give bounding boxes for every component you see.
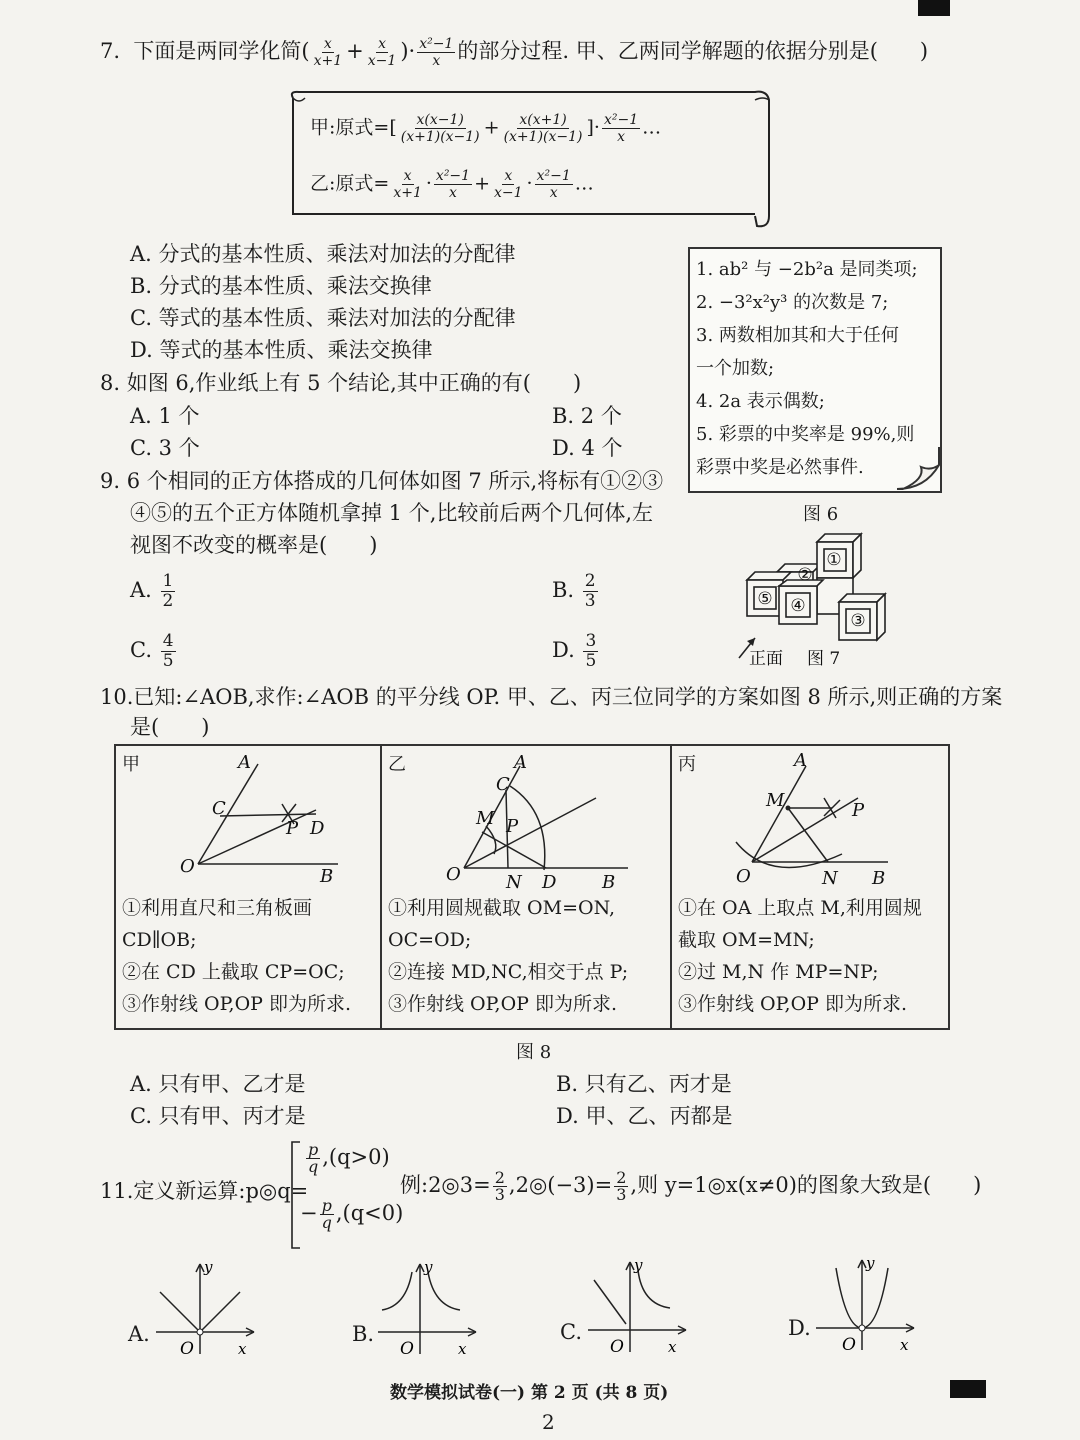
svg-text:M: M	[476, 808, 495, 829]
q11-option-b-letter[interactable]: B.	[352, 1322, 375, 1346]
svg-text:A: A	[514, 752, 527, 773]
svg-text:y: y	[424, 1258, 433, 1276]
fig6-line-4: 一个加数;	[696, 358, 775, 379]
svg-text:P: P	[852, 800, 865, 821]
svg-text:y: y	[866, 1254, 875, 1272]
q8-option-b[interactable]: B. 2 个	[552, 404, 622, 428]
panel-bing-step-2: ②过 M,N 作 MP=NP;	[678, 961, 879, 983]
panel-bing-step-3: ③作射线 OP,OP 即为所求.	[678, 993, 908, 1015]
svg-text:D: D	[542, 872, 557, 893]
solution-yi: 乙:原式= $\frac{x}{x+1}$ · $\frac{\text{x²−1}}{x}$ + $\frac{x}{x-1}$ · $\frac{\text{x²−1}}{x}$ …	[310, 168, 594, 201]
q7-option-c[interactable]: C. 等式的基本性质、乘法对加法的分配律	[130, 306, 516, 330]
svg-text:N: N	[506, 872, 522, 893]
panel-jia-step-3: ③作射线 OP,OP 即为所求.	[122, 993, 352, 1015]
panel-yi-step-3: ③作射线 OP,OP 即为所求.	[388, 993, 618, 1015]
figure-8	[114, 744, 950, 1030]
cube-label-3: ③	[850, 611, 866, 631]
panel-bing-title: 丙	[678, 754, 696, 775]
cube-label-2: ②	[797, 565, 813, 585]
fig8-panel-bing	[672, 746, 948, 1028]
panel-yi-step-1: ①利用圆规截取 OM=ON,	[388, 897, 616, 919]
svg-text:O: O	[842, 1335, 856, 1354]
svg-text:B: B	[320, 866, 334, 887]
q11-option-d-letter[interactable]: D.	[788, 1316, 811, 1340]
q11-brace	[288, 1140, 302, 1250]
panel-yi-step-1b: OC=OD;	[388, 929, 472, 951]
q9-option-c[interactable]: C. $\frac{4}{5}$	[130, 631, 174, 671]
cube-label-5: ⑤	[757, 589, 773, 609]
fig6-line-3: 3. 两数相加其和大于任何	[696, 325, 899, 346]
fig8-panel-yi	[382, 746, 672, 1028]
fig6-line-1: 1. ab² 与 −2b²a 是同类项;	[696, 259, 918, 280]
q9-option-b[interactable]: B. $\frac{2}{3}$	[552, 571, 596, 611]
question-8-stem: 8. 如图 6,作业纸上有 5 个结论,其中正确的有( )	[100, 371, 582, 395]
q11-option-c-letter[interactable]: C.	[560, 1320, 582, 1344]
q9-option-a[interactable]: A. $\frac{1}{2}$	[130, 571, 174, 611]
q7-option-a[interactable]: A. 分式的基本性质、乘法对加法的分配律	[130, 242, 516, 266]
panel-yi-diagram	[382, 746, 670, 896]
panel-bing-step-1b: 截取 OM=MN;	[678, 929, 815, 951]
svg-text:y: y	[204, 1258, 213, 1276]
q11-example: 例:2◎3= $\frac{2}{3}$ ,2◎(−3)= $\frac{2}{3}$ ,则 y=1◎x(x≠0)的图象大致是( )	[400, 1168, 982, 1204]
page-footer: 数学模拟试卷(一) 第 2 页 (共 8 页)	[390, 1383, 669, 1403]
q8-option-a[interactable]: A. 1 个	[130, 404, 200, 428]
q10-option-c[interactable]: C. 只有甲、丙才是	[130, 1104, 306, 1128]
svg-text:O: O	[446, 864, 461, 885]
panel-bing-diagram	[672, 746, 948, 896]
svg-text:M: M	[766, 790, 785, 811]
svg-text:O: O	[610, 1337, 624, 1356]
q8-option-c[interactable]: C. 3 个	[130, 436, 200, 460]
svg-text:O: O	[180, 1339, 194, 1358]
page-number: 2	[542, 1410, 555, 1434]
svg-text:B: B	[872, 868, 886, 889]
svg-text:x: x	[238, 1340, 247, 1358]
q11-case-negative: − $\frac{p}{q}$ ,(q<0)	[300, 1196, 404, 1232]
q9-option-d[interactable]: D. $\frac{3}{5}$	[552, 631, 597, 671]
fig6-line-6: 5. 彩票的中奖率是 99%,则	[696, 424, 915, 445]
q11-graph-c[interactable]	[582, 1256, 692, 1356]
q10-option-a[interactable]: A. 只有甲、乙才是	[130, 1072, 306, 1096]
svg-text:B: B	[602, 872, 616, 893]
q11-graph-b[interactable]	[372, 1258, 482, 1358]
question-9-line-2: ④⑤的五个正方体随机拿掉 1 个,比较前后两个几何体,左	[130, 501, 654, 525]
figure-7-caption: 图 7	[807, 649, 841, 669]
fig6-line-5: 4. 2a 表示偶数;	[696, 391, 825, 412]
q11-option-a-letter[interactable]: A.	[128, 1322, 150, 1346]
panel-jia-step-2: ②在 CD 上截取 CP=OC;	[122, 961, 345, 983]
q10-option-d[interactable]: D. 甲、乙、丙都是	[556, 1104, 733, 1128]
registration-mark-bottom	[950, 1380, 986, 1398]
svg-text:D: D	[310, 818, 325, 839]
figure-8-caption: 图 8	[516, 1042, 552, 1063]
q11-case-positive: $\frac{p}{q}$ ,(q>0)	[308, 1140, 390, 1176]
svg-text:A: A	[794, 750, 807, 771]
registration-mark-top	[918, 0, 950, 16]
svg-text:P: P	[286, 818, 299, 839]
panel-jia-diagram	[116, 746, 380, 896]
q11-graph-d[interactable]	[810, 1254, 920, 1354]
figure-6-caption: 图 6	[803, 504, 839, 525]
svg-text:P: P	[506, 816, 519, 837]
question-11-prefix: 11.定义新运算:p◎q=	[100, 1179, 309, 1203]
panel-jia-step-1b: CD∥OB;	[122, 929, 197, 951]
fig6-line-7: 彩票中奖是必然事件.	[696, 457, 864, 478]
q7-option-b[interactable]: B. 分式的基本性质、乘法交换律	[130, 274, 432, 298]
fig8-panel-jia	[116, 746, 382, 1028]
cube-label-1: ①	[826, 550, 842, 570]
svg-text:O: O	[180, 856, 195, 877]
question-7-stem: 7. 下面是两同学化简( $\frac{x}{x+1}$ + $\frac{x}{x-1}$ )· $\frac{\text{x²−1}}{x}$ 的部分过程. 甲、乙两同学解题的依据分别是( )	[100, 36, 929, 69]
question-9-line-1: 9. 6 个相同的正方体搭成的几何体如图 7 所示,将标有①②③	[100, 469, 664, 493]
svg-text:O: O	[736, 866, 751, 887]
question-10-line-1: 10.已知:∠AOB,求作:∠AOB 的平分线 OP. 甲、乙、丙三位同学的方案如图 8 所示,则正确的方案	[100, 685, 1003, 709]
scroll-frame	[285, 88, 780, 230]
figure-7-cubes	[735, 530, 905, 670]
svg-text:y: y	[634, 1256, 643, 1274]
panel-yi-title: 乙	[388, 754, 406, 775]
svg-text:N: N	[822, 868, 838, 889]
svg-text:x: x	[668, 1338, 677, 1356]
solution-jia: 甲:原式=[ $\frac{x(x-1)}{(x+1)(x-1)}$ + $\frac{x(x+1)}{(x+1)(x-1)}$ ]· $\frac{\text{x²−1}}{x}$ …	[310, 112, 662, 145]
q7-option-d[interactable]: D. 等式的基本性质、乘法交换律	[130, 338, 433, 362]
fig6-page-curl	[895, 445, 940, 491]
front-view-label: 正面	[749, 649, 783, 669]
svg-text:x: x	[458, 1340, 467, 1358]
panel-jia-title: 甲	[122, 754, 140, 775]
cube-label-4: ④	[790, 596, 806, 616]
svg-text:C: C	[212, 798, 226, 819]
panel-jia-step-1: ①利用直尺和三角板画	[122, 897, 313, 919]
q10-option-b[interactable]: B. 只有乙、丙才是	[556, 1072, 732, 1096]
svg-text:x: x	[900, 1336, 909, 1354]
panel-yi-step-2: ②连接 MD,NC,相交于点 P;	[388, 961, 629, 983]
q11-graph-a[interactable]	[150, 1258, 260, 1358]
svg-text:O: O	[400, 1339, 414, 1358]
question-9-line-3: 视图不改变的概率是( )	[130, 533, 378, 557]
question-10-line-2: 是( )	[130, 715, 210, 739]
svg-text:C: C	[496, 774, 510, 795]
svg-text:A: A	[238, 752, 251, 773]
panel-bing-step-1: ①在 OA 上取点 M,利用圆规	[678, 897, 922, 919]
q8-option-d[interactable]: D. 4 个	[552, 436, 623, 460]
fig6-line-2: 2. −3²x²y³ 的次数是 7;	[696, 292, 889, 313]
